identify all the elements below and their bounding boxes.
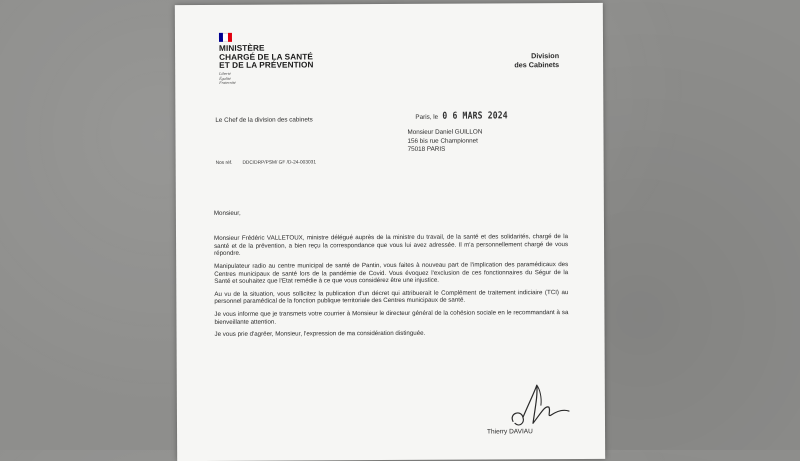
ministry-line: ET DE LA PRÉVENTION: [219, 60, 314, 70]
closing-paragraph: Je vous prie d'agréer, Monsieur, l'expression de ma considération distinguée.: [214, 330, 426, 339]
recipient-address: [407, 129, 482, 155]
handwritten-signature: [507, 383, 577, 433]
reference: [216, 160, 316, 166]
body-paragraph: Au vu de la situation, vous sollicitez la publication d'un décret qui attribuerait le Complément de traitement indiciaire (TCI) au personnel paramédical de la fonction publique territoriale des Centres municipaux de santé.: [214, 288, 569, 306]
motto-line: Égalité: [219, 75, 231, 81]
body-paragraph: Manipulateur radio au centre municipal de santé de Pantin, vous faites à nouveau part de l'implication des paramédicaux des Centres municipaux de santé lors de la pandémie de Covid. Vous évoquez l'exclusion de ces fonctionnaires du Ségur de la Santé et souhaitez que l'Etat remédie à ce que vous considérez être une injustice.: [214, 261, 569, 285]
letter-body: [214, 208, 569, 344]
ministry-name: [219, 44, 314, 70]
recipient-line: 75018 PARIS: [407, 145, 446, 153]
division-line: des Cabinets: [514, 60, 560, 70]
letter-page: [175, 3, 605, 461]
reference-label: Nos réf.: [215, 160, 233, 166]
french-flag-logo: [219, 33, 232, 42]
ministry-line: CHARGÉ DE LA SANTÉ: [219, 51, 313, 62]
motto-line: Liberté: [219, 70, 231, 76]
date-stamp: 0 6 MARS 2024: [442, 110, 508, 122]
ministry-line: MINISTÈRE: [219, 43, 265, 53]
place-label: Paris, le: [415, 113, 439, 121]
greeting: Monsieur,: [213, 209, 241, 217]
division-line: Division: [531, 51, 560, 61]
division-header: [514, 51, 559, 69]
republic-motto: [219, 72, 236, 86]
signatory-name: Thierry DAVIAU: [487, 428, 533, 436]
body-paragraph: Je vous informe que je transmets votre courrier à Monsieur le directeur général de la cohésion sociale en le recommandant à sa bienveillante attention.: [214, 309, 569, 326]
flag-red-band: [228, 33, 232, 42]
reference-value: DDC/DRP/PSM/ GF /D-24-003031: [242, 160, 317, 166]
sender-title: Le Chef de la division des cabinets: [215, 116, 313, 124]
place-date: [415, 110, 519, 122]
motto-line: Fraternité: [219, 79, 236, 86]
body-paragraph: Monsieur Frédéric VALLETOUX, ministre délégué auprès de la ministre du travail, de la santé et des solidarités, chargé de la santé et de la prévention, a bien reçu la correspondance que vous lui avez adressée. Il m'a personnellement chargé de vous répondre.: [214, 233, 569, 258]
recipient-line: 156 bis rue Championnet: [407, 137, 478, 145]
recipient-line: Monsieur Daniel GUILLON: [407, 128, 483, 136]
